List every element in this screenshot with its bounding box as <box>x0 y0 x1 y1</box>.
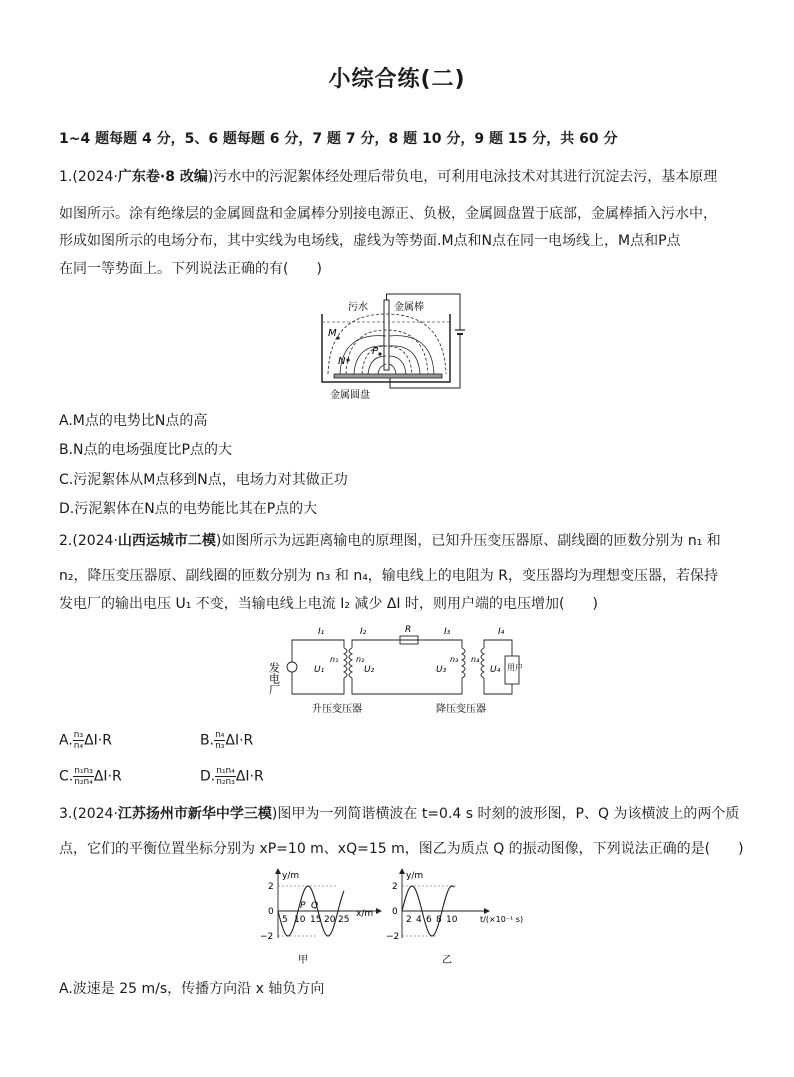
q2-label-n1: n₁ <box>330 655 339 664</box>
q2-option-a <box>59 730 112 751</box>
graph-a-xtick-25: 25 <box>338 915 350 925</box>
q2-line1-rest: )如图所示为远距离输电的原理图，已知升压变压器原、副线圈的匝数分别为 n₁ 和 <box>215 533 721 549</box>
graph-a-ytick-neg2: −2 <box>260 932 274 942</box>
q2-option-a-den: n₄ <box>73 741 84 751</box>
q2-label-I3: I₃ <box>444 627 451 637</box>
q2-label-I2: I₂ <box>360 627 367 637</box>
q2-option-c-letter: C. <box>59 768 74 785</box>
q2-option-a-letter: A. <box>59 732 73 749</box>
page-title: 小综合练(二) <box>328 67 466 92</box>
q1-line1 <box>59 166 717 186</box>
q3-number: 3.(2024· <box>59 806 118 822</box>
graph-a-xtick-15: 15 <box>310 915 322 925</box>
q2-line2: n₂，降压变压器原、副线圈的匝数分别为 n₃ 和 n₄，输电线上的电阻为 R，变压器均为理想变压器，若保持 <box>59 568 718 584</box>
q3-line1 <box>59 803 739 823</box>
graph-a-ytick-2: 2 <box>268 882 274 892</box>
q1-option-d: D.污泥絮体在N点的电势能比其在P点的大 <box>59 501 318 517</box>
q2-option-b-letter: B. <box>200 732 215 749</box>
graph-b-xtick-6: 6 <box>426 915 432 925</box>
q3-wave-graph <box>258 866 384 968</box>
graph-b-xtick-4: 4 <box>416 915 422 925</box>
q2-line3: 发电厂的输出电压 U₁ 不变，当输电线上电流 I₂ 减少 ΔI 时，则用户端的电压增加( ) <box>59 596 598 612</box>
q2-option-b-tail: ΔI·R <box>225 732 254 749</box>
q2-option-d-num: n₁n₄ <box>216 766 235 776</box>
q1-label-M: M <box>328 328 337 339</box>
q2-label-U3: U₃ <box>436 665 447 675</box>
score-note: 1~4 题每题 4 分，5、6 题每题 6 分，7 题 7 分，8 题 10 分，9 题 15 分，共 60 分 <box>59 131 618 147</box>
graph-b-xlabel: t/(×10⁻¹ s) <box>480 915 524 924</box>
q3-line2: 点，它们的平衡位置坐标分别为 xP=10 m、xQ=15 m，图乙为质点 Q 的振动图像，下列说法正确的是( ) <box>59 841 744 857</box>
q2-option-a-fraction <box>73 730 84 751</box>
graph-b-ytick-neg2: −2 <box>386 932 400 942</box>
q2-label-step-down: 降压变压器 <box>436 704 486 715</box>
q2-label-I4: I₄ <box>498 627 505 637</box>
q1-option-c: C.污泥絮体从M点移到N点，电场力对其做正功 <box>59 472 348 488</box>
q2-option-c-tail: ΔI·R <box>93 768 122 785</box>
graph-a-xtick-10: 10 <box>294 915 306 925</box>
graph-a-point-Q: Q <box>311 901 319 911</box>
q2-line1 <box>59 530 721 550</box>
q2-label-step-up: 升压变压器 <box>312 704 362 715</box>
q2-option-c-num: n₁n₃ <box>74 766 93 776</box>
q2-source: 山西运城市二模 <box>117 533 216 549</box>
graph-a-xtick-20: 20 <box>324 915 336 925</box>
q3-option-a: A.波速是 25 m/s，传播方向沿 x 轴负方向 <box>59 981 325 997</box>
q2-label-user: 用户 <box>507 663 523 672</box>
q2-option-d-den: n₂n₃ <box>216 777 235 787</box>
graph-b-xtick-8: 8 <box>436 915 442 925</box>
graph-a-ylabel: y/m <box>282 871 300 881</box>
q2-label-n3: n₃ <box>450 655 459 664</box>
q2-option-d-letter: D. <box>200 768 216 785</box>
q2-option-d <box>200 766 264 787</box>
q1-electrophoresis-figure <box>318 292 478 404</box>
q2-option-c-fraction <box>73 766 94 787</box>
graph-a-caption: 甲 <box>298 955 308 966</box>
q2-option-d-tail: ΔI·R <box>235 768 264 785</box>
q2-option-a-tail: ΔI·R <box>84 732 112 749</box>
graph-a-xlabel: x/m <box>356 909 374 919</box>
graph-a-ytick-0: 0 <box>268 907 274 917</box>
q2-label-n4: n₄ <box>471 655 480 664</box>
q1-source: 广东卷·8 改编 <box>117 169 208 185</box>
q2-label-U1: U₁ <box>314 665 325 675</box>
graph-a-xtick-5: 5 <box>282 915 288 925</box>
q1-line1-rest: )污水中的污泥絮体经处理后带负电，可利用电泳技术对其进行沉淀去污，基本原理 <box>207 169 718 185</box>
q2-label-U2: U₂ <box>364 665 375 675</box>
graph-b-ytick-2: 2 <box>392 882 398 892</box>
q2-option-d-fraction <box>215 766 236 787</box>
q2-option-c-den: n₂n₄ <box>74 777 93 787</box>
q2-transmission-circuit <box>267 622 532 718</box>
q2-option-a-num: n₃ <box>73 730 84 740</box>
q2-option-b-fraction <box>214 730 225 751</box>
q2-option-c <box>59 766 122 787</box>
q1-label-N: N <box>338 356 346 367</box>
q2-option-b-num: n₄ <box>215 730 225 740</box>
graph-b-xtick-10: 10 <box>446 915 458 925</box>
q3-vibration-graph <box>388 866 540 968</box>
q1-line2: 如图所示。涂有绝缘层的金属圆盘和金属棒分别接电源正、负极，金属圆盘置于底部，金属棒插入污水中， <box>59 206 717 222</box>
q2-option-b <box>200 730 253 751</box>
q3-source: 江苏扬州市新华中学三模 <box>117 806 272 822</box>
q2-label-n2: n₂ <box>356 655 365 664</box>
graph-a-point-P: P <box>300 901 306 911</box>
q2-label-R: R <box>405 625 412 635</box>
graph-b-caption: 乙 <box>442 955 452 966</box>
graph-b-xtick-2: 2 <box>406 915 412 925</box>
q1-option-b: B.N点的电场强度比P点的大 <box>59 442 232 458</box>
q1-line3: 形成如图所示的电场分布，其中实线为电场线，虚线为等势面.M点和N点在同一电场线上，M点和P点 <box>59 233 681 249</box>
q3-line1-rest: )图甲为一列简谐横波在 t=0.4 s 时刻的波形图，P、Q 为该横波上的两个质 <box>271 806 740 822</box>
q1-label-water: 污水 <box>348 302 368 313</box>
q2-label-U4: U₄ <box>490 665 501 675</box>
q1-number: 1.(2024· <box>59 169 118 185</box>
q2-label-I1: I₁ <box>318 627 325 637</box>
q2-option-b-den: n₃ <box>215 741 225 751</box>
q2-label-plant: 发电厂 <box>267 662 281 695</box>
q1-line4: 在同一等势面上。下列说法正确的有( ) <box>59 261 322 277</box>
q1-label-rod: 金属棒 <box>394 302 424 313</box>
q1-label-P: P <box>372 346 379 357</box>
q1-option-a: A.M点的电势比N点的高 <box>59 413 208 429</box>
graph-b-ytick-0: 0 <box>392 907 398 917</box>
q2-number: 2.(2024· <box>59 533 118 549</box>
q1-label-disk: 金属圆盘 <box>330 390 370 401</box>
graph-b-ylabel: y/m <box>406 871 424 881</box>
